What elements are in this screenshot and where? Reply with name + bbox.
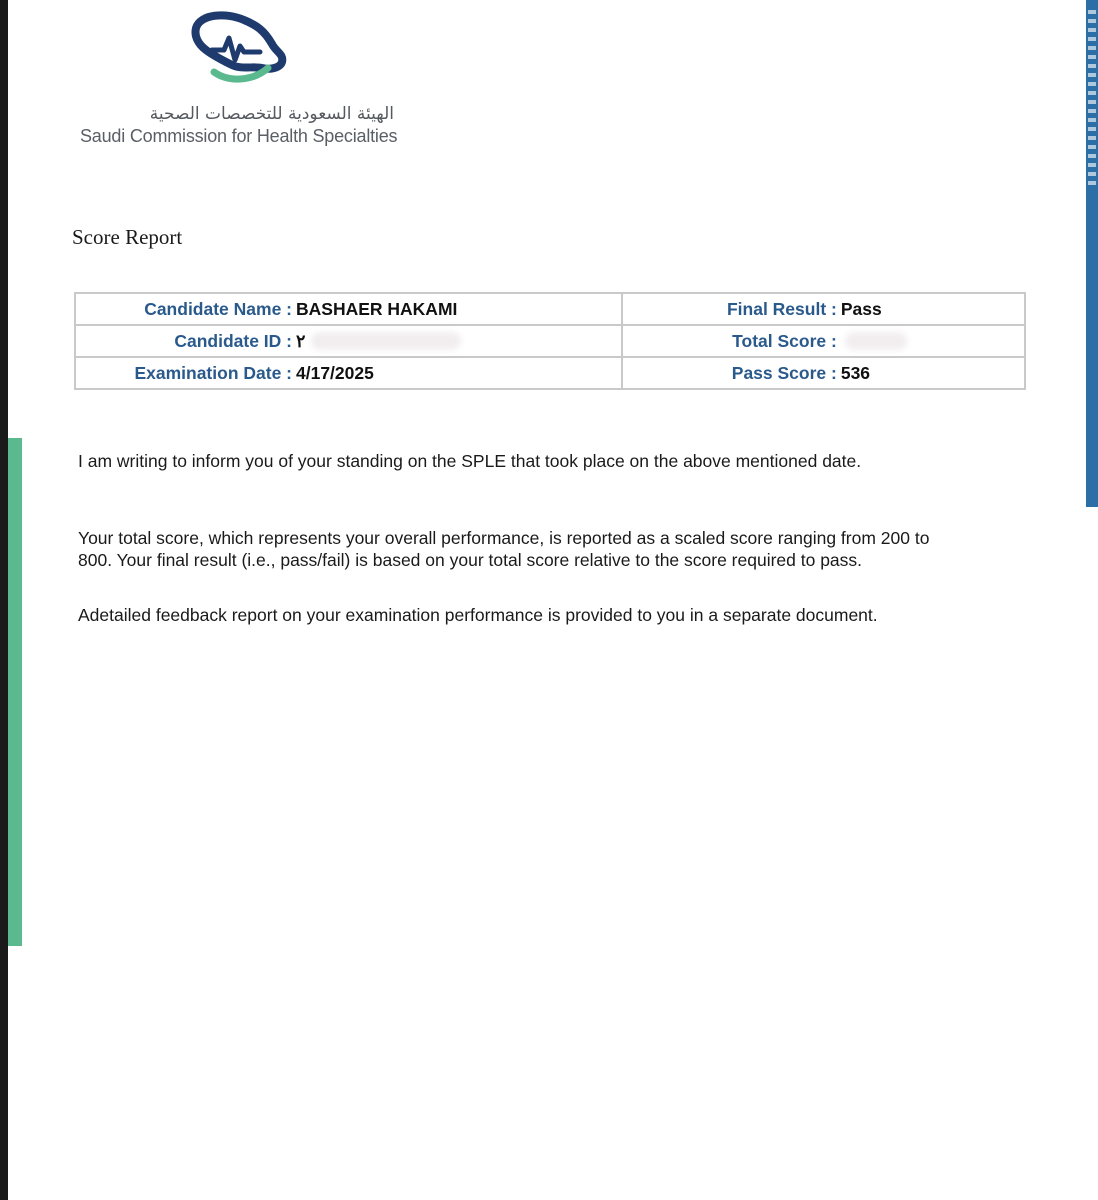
org-name-english: Saudi Commission for Health Specialties xyxy=(80,126,398,146)
intro-paragraph: I am writing to inform you of your standing on the SPLE that took place on the above mentioned date. xyxy=(78,451,862,471)
left-scan-edge xyxy=(0,0,8,1200)
final-result-cell xyxy=(622,293,1025,325)
candidate-name-label: Candidate Name : xyxy=(144,298,292,319)
pass-score-value: 536 xyxy=(840,362,871,383)
candidate-id-redaction xyxy=(311,332,461,350)
page-title: Score Report xyxy=(72,225,183,249)
schs-logo-icon xyxy=(186,10,292,86)
score-explanation-line-1: Your total score, which represents your overall performance, is reported as a scaled score ranging from 200 to xyxy=(78,528,930,548)
org-name-arabic: الهيئة السعودية للتخصصات الصحية xyxy=(149,104,394,124)
total-score-label: Total Score : xyxy=(732,330,837,351)
candidate-id-cell xyxy=(75,325,622,357)
candidate-name-value: BASHAER HAKAMI xyxy=(296,298,458,319)
exam-date-value: 4/17/2025 xyxy=(296,362,374,383)
total-score-redaction xyxy=(845,332,907,350)
score-explanation-paragraph xyxy=(78,527,1008,571)
feedback-paragraph: Adetailed feedback report on your examination performance is provided to you in a separate document. xyxy=(78,605,878,625)
pass-score-label: Pass Score : xyxy=(731,362,837,383)
exam-date-label: Examination Date : xyxy=(134,362,292,383)
green-side-strip xyxy=(8,438,22,946)
pass-score-cell xyxy=(622,357,1025,389)
candidate-info-table xyxy=(74,292,1026,390)
final-result-value: Pass xyxy=(840,298,882,319)
exam-date-cell xyxy=(75,357,622,389)
score-explanation-line-2: 800. Your final result (i.e., pass/fail) is based on your total score relative to the score required to pass. xyxy=(78,550,863,570)
total-score-cell xyxy=(622,325,1025,357)
candidate-id-label: Candidate ID : xyxy=(174,330,292,351)
candidate-id-value: ٢ xyxy=(296,330,306,351)
right-strip-text xyxy=(1088,10,1096,190)
final-result-label: Final Result : xyxy=(726,298,837,319)
table-row xyxy=(75,325,1025,357)
table-row xyxy=(75,293,1025,325)
candidate-name-cell xyxy=(75,293,622,325)
table-row xyxy=(75,357,1025,389)
